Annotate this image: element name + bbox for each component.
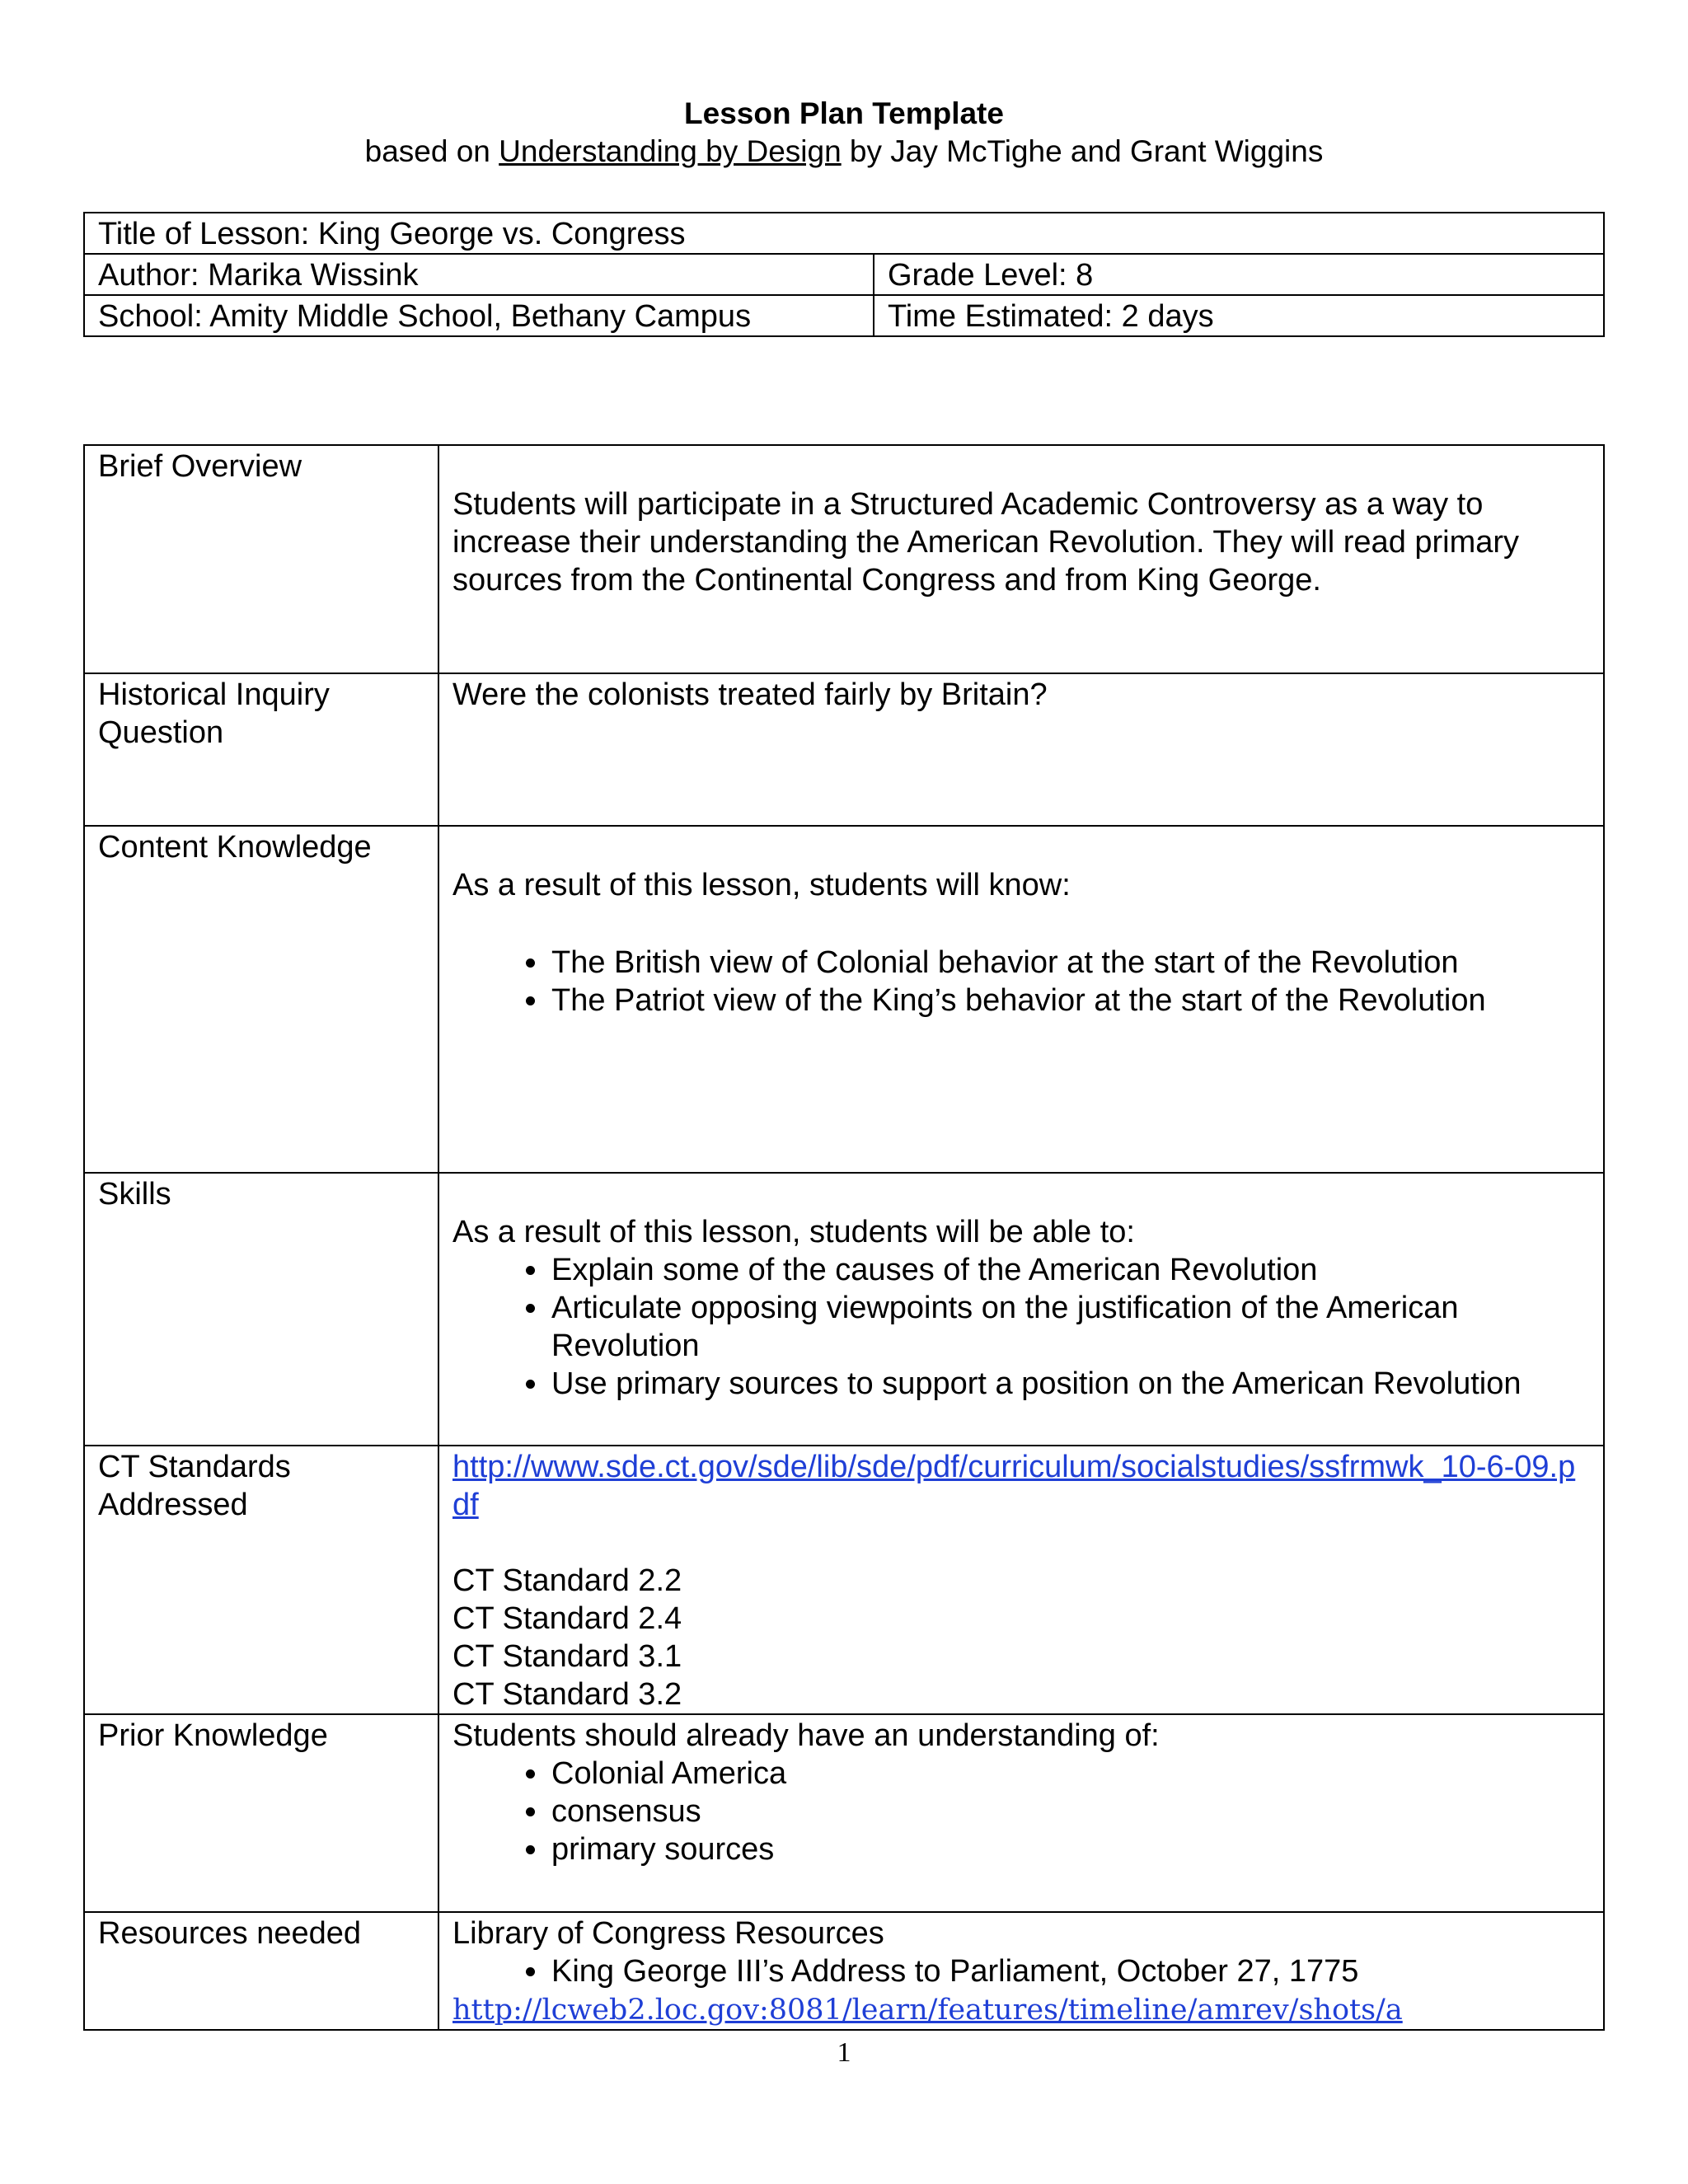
overview-row — [84, 445, 1604, 673]
inquiry-text: Were the colonists treated fairly by Britain? — [438, 673, 1604, 826]
overview-label: Brief Overview — [84, 445, 438, 673]
resource-link[interactable]: http://lcweb2.loc.gov:8081/learn/features/timeline/amrev/shots/a — [452, 1994, 1403, 2027]
list-item: • consensus — [550, 1793, 1590, 1830]
standard-item: CT Standard 3.2 — [452, 1677, 682, 1712]
standards-link[interactable]: http://www.sde.ct.gov/sde/lib/sde/pdf/curriculum/socialstudies/ssfrmwk_10-6-09.pdf — [452, 1450, 1576, 1522]
content-knowledge-content — [438, 826, 1604, 1173]
time-estimated-cell: Time Estimated: 2 days — [874, 295, 1604, 336]
standards-content — [438, 1446, 1604, 1714]
resource-link-wrap — [452, 1990, 1590, 2029]
page-title: Lesson Plan Template — [684, 96, 1004, 130]
skills-list — [452, 1251, 1590, 1403]
list-item: • Colonial America — [550, 1755, 1590, 1793]
overview-text: Students will participate in a Structured Academic Controversy as a way to increase their understanding the American Revolution. They will read primary sources from the Continental Congress and from King George. — [452, 487, 1520, 598]
content-knowledge-intro: As a result of this lesson, students will know: — [452, 868, 1071, 902]
list-item: • King George III’s Address to Parliament, October 27, 1775 — [550, 1952, 1590, 1990]
inquiry-row — [84, 673, 1604, 826]
skills-row — [84, 1173, 1604, 1446]
content-knowledge-row — [84, 826, 1604, 1173]
prior-knowledge-list — [452, 1755, 1590, 1868]
resources-list — [452, 1952, 1590, 1990]
standard-item: CT Standard 3.1 — [452, 1639, 682, 1674]
standards-label: CT Standards Addressed — [84, 1446, 438, 1714]
document-header — [0, 96, 1688, 171]
lesson-plan-table — [83, 444, 1605, 2031]
standard-item: CT Standard 2.2 — [452, 1563, 682, 1598]
list-item: • Explain some of the causes of the American Revolution — [550, 1251, 1590, 1289]
school-cell: School: Amity Middle School, Bethany Campus — [84, 295, 874, 336]
page-number: 1 — [837, 2037, 851, 2068]
lesson-title-cell: Title of Lesson: King George vs. Congress — [84, 213, 1604, 254]
resources-intro: Library of Congress Resources — [452, 1916, 884, 1951]
list-item: • The British view of Colonial behavior at the start of the Revolution — [550, 944, 1590, 982]
list-item: • Articulate opposing viewpoints on the justification of the American Revolution — [550, 1289, 1590, 1365]
subtitle-prefix: based on — [364, 134, 499, 168]
subtitle-suffix: by Jay McTighe and Grant Wiggins — [841, 134, 1324, 168]
resources-content — [438, 1912, 1604, 2030]
resources-row — [84, 1912, 1604, 2030]
inquiry-label: Historical Inquiry Question — [84, 673, 438, 826]
prior-knowledge-intro: Students should already have an understanding of: — [452, 1718, 1160, 1753]
prior-knowledge-label: Prior Knowledge — [84, 1714, 438, 1912]
book-title: Understanding by Design — [499, 134, 842, 168]
overview-content — [438, 445, 1604, 673]
skills-content — [438, 1173, 1604, 1446]
page-subtitle — [0, 132, 1688, 171]
lesson-info-table — [83, 212, 1605, 337]
list-item: • primary sources — [550, 1830, 1590, 1868]
prior-knowledge-content — [438, 1714, 1604, 1912]
skills-intro: As a result of this lesson, students will be able to: — [452, 1215, 1135, 1249]
prior-knowledge-row — [84, 1714, 1604, 1912]
skills-label: Skills — [84, 1173, 438, 1446]
list-item: • The Patriot view of the King’s behavior at the start of the Revolution — [550, 982, 1590, 1019]
grade-level-cell: Grade Level: 8 — [874, 254, 1604, 295]
content-knowledge-list — [452, 944, 1590, 1019]
standard-item: CT Standard 2.4 — [452, 1601, 682, 1636]
author-cell: Author: Marika Wissink — [84, 254, 874, 295]
resources-label: Resources needed — [84, 1912, 438, 2030]
list-item: • Use primary sources to support a position on the American Revolution — [550, 1365, 1590, 1403]
standards-row — [84, 1446, 1604, 1714]
content-knowledge-label: Content Knowledge — [84, 826, 438, 1173]
